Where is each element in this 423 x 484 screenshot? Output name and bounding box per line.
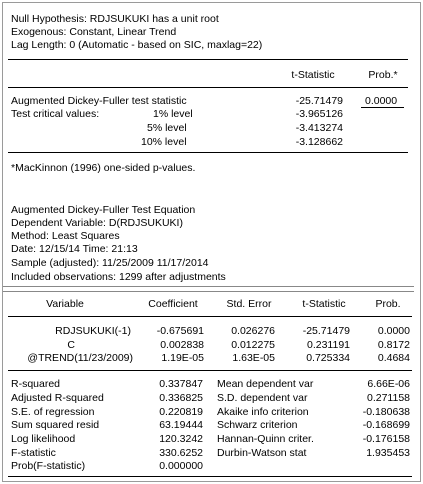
level-1-label: 1% level [153,108,193,120]
observations-text: Included observations: 1299 after adjustments [11,271,226,283]
col-header-variable: Variable [46,298,84,310]
stat-value: -0.176158 [362,433,410,445]
adf-stat-label: Augmented Dickey-Fuller test statistic [11,95,187,107]
sample-text: Sample (adjusted): 11/25/2009 11/17/2014 [11,257,209,269]
stat-value: 63.19444 [159,419,203,431]
date-time-text: Date: 12/15/14 Time: 21:13 [11,243,138,255]
col-header-tstatistic: t-Statistic [302,298,346,310]
table-row-prob: 0.4684 [377,352,410,364]
table-row-coefficient: 0.002838 [160,339,204,351]
adf-col-prob-header: Prob.* [368,69,398,81]
divider [8,370,412,371]
table-row-tstatistic: 0.231191 [306,339,350,351]
table-row-std-error: 0.026276 [231,325,275,337]
equation-title: Augmented Dickey-Fuller Test Equation [11,204,196,216]
level-1-value: -3.965126 [295,108,343,120]
null-hypothesis-text: Null Hypothesis: RDJSUKUKI has a unit root [11,13,219,25]
adf-col-tstat-header: t-Statistic [291,69,335,81]
level-10-value: -3.128662 [295,136,343,148]
table-row-std-error: 0.012275 [231,339,275,351]
stat-value: 0.336825 [159,392,203,404]
table-row-variable: C [67,339,75,351]
stat-value: 330.6252 [159,447,203,459]
stat-label: S.E. of regression [11,406,95,418]
divider [8,87,408,88]
stat-label: Sum squared resid [11,419,100,431]
divider [8,476,412,477]
level-10-label: 10% level [141,136,187,148]
table-row-coefficient: -0.675691 [156,325,204,337]
stat-value: 6.66E-06 [367,378,410,390]
stat-value: 0.271158 [366,392,410,404]
stat-label: S.D. dependent var [217,392,308,404]
stat-label: Akaike info criterion [217,406,309,418]
stat-value: 0.000000 [159,460,203,472]
stat-label: Durbin-Watson stat [217,447,307,459]
table-row-variable: @TREND(11/23/2009) [27,352,133,364]
stat-value: 0.220819 [159,406,203,418]
critical-values-label: Test critical values: [11,108,100,120]
stat-value: -0.168699 [362,419,410,431]
stat-value: 120.3242 [159,433,203,445]
table-row-variable: RDJSUKUKI(-1) [55,325,131,337]
stat-label: F-statistic [11,447,56,459]
stat-label: Prob(F-statistic) [11,460,86,472]
stat-label: Adjusted R-squared [11,392,104,404]
stat-label: Mean dependent var [217,378,314,390]
divider [8,152,408,153]
stat-label: R-squared [11,378,61,390]
stat-value: 1.935453 [366,447,410,459]
section-separator [3,286,414,292]
table-row-prob: 0.0000 [377,325,410,337]
lag-length-text: Lag Length: 0 (Automatic - based on SIC, maxlag=22) [11,39,263,51]
prob-underline [361,107,404,108]
adf-stat-prob: 0.0000 [365,95,398,107]
stat-value: -0.180638 [362,406,410,418]
table-row-tstatistic: -25.71479 [302,325,350,337]
col-header-coefficient: Coefficient [148,298,198,310]
level-5-label: 5% level [147,122,187,134]
method-text: Method: Least Squares [11,230,120,242]
table-row-prob: 0.8172 [377,339,410,351]
exogenous-text: Exogenous: Constant, Linear Trend [11,26,177,38]
col-header-prob: Prob. [375,298,401,310]
stat-label: Log likelihood [11,433,76,445]
stat-label: Hannan-Quinn criter. [217,433,314,445]
table-row-coefficient: 1.19E-05 [161,352,204,364]
dependent-variable-text: Dependent Variable: D(RDJSUKUKI) [11,217,183,229]
mackinnon-footnote: *MacKinnon (1996) one-sided p-values. [11,162,196,174]
divider [8,316,412,317]
table-row-std-error: 1.63E-05 [232,352,275,364]
adf-stat-value: -25.71479 [295,95,343,107]
col-header-std-error: Std. Error [226,298,272,310]
stat-label: Schwarz criterion [217,419,298,431]
table-row-tstatistic: 0.725334 [306,352,350,364]
level-5-value: -3.413274 [295,122,343,134]
stat-value: 0.337847 [159,378,203,390]
divider [8,59,408,60]
